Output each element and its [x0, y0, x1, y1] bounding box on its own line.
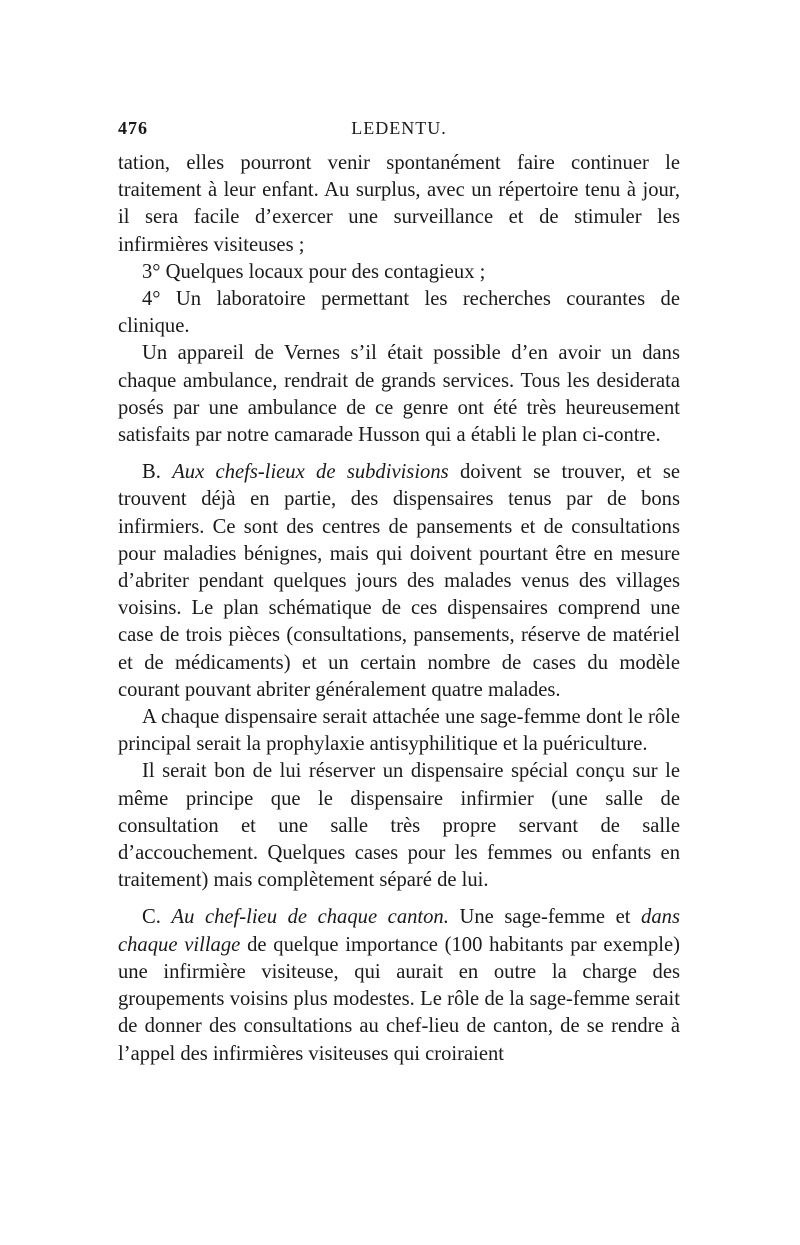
running-head — [118, 118, 680, 148]
section-heading: Aux chefs-lieux de subdivisions — [172, 461, 449, 484]
paragraph: Il serait bon de lui réserver un dispensaire spécial conçu sur le même principe que le dispensaire infirmier (une salle de consultation et une salle très propre servant de salle d’accouchement. Quelques cases pour les femmes ou enfants en traitement) mais complètement séparé de lui. — [118, 760, 680, 892]
running-title: LEDENTU. — [351, 118, 447, 138]
section-letter: C. — [142, 906, 161, 929]
section-heading: Au chef-lieu de chaque canton. — [171, 906, 449, 929]
page-number: 476 — [118, 118, 148, 138]
section-text: doivent se trouver, et se trouvent déjà en partie, des dispensaires tenus par de bons infirmiers. Ce sont des centres de pansements et de consultations pour maladies bénignes, mais qui doivent pourtant être en mesure d’abriter pendant quelques jours des malades venus des villages voisins. Le plan schématique de ces dispensaires comprend une case de trois pièces (consultations, pansements, réserve de matériel et de médicaments) et un certain nombre de cases du modèle courant pouvant abriter généralement quatre malades. — [118, 461, 680, 701]
paragraph: A chaque dispensaire serait attachée une sage-femme dont le rôle principal serait la prophylaxie antisyphilitique et la puériculture. — [118, 706, 680, 756]
section-text: Une sage-femme et — [459, 906, 631, 929]
paragraph: tation, elles pourront venir spontanément faire continuer le traitement à leur enfant. Au surplus, avec un répertoire tenu à jour, il sera facile d’exercer une surveillance et de stimuler les infirmières visiteuses ; — [118, 152, 680, 256]
body-text — [118, 150, 680, 1068]
section-text: de quelque importance (100 habitants par exemple) une infirmière visiteuse, qui aurait en outre la charge des groupements voisins plus modestes. Le rôle de la sage-femme serait de donner des consultations au chef-lieu de canton, de se rendre à l’appel des infirmières visiteuses qui croiraient — [118, 933, 680, 1065]
paragraph: 4° Un laboratoire permettant les recherches courantes de clinique. — [118, 288, 680, 338]
section-letter: B. — [142, 461, 161, 484]
section-c-paragraph — [118, 904, 680, 1067]
section-italic-phrase: dans chaque village — [118, 906, 680, 956]
paragraph: 3° Quelques locaux pour des contagieux ; — [142, 260, 486, 283]
book-page — [118, 118, 680, 1068]
paragraph: Un appareil de Vernes s’il était possible d’en avoir un dans chaque ambulance, rendrait de grands services. Tous les desiderata posés par une ambulance de ce genre ont été très heureusement satisfaits par notre camarade Husson qui a établi le plan ci-contre. — [118, 342, 680, 447]
section-b-paragraph — [118, 459, 680, 704]
